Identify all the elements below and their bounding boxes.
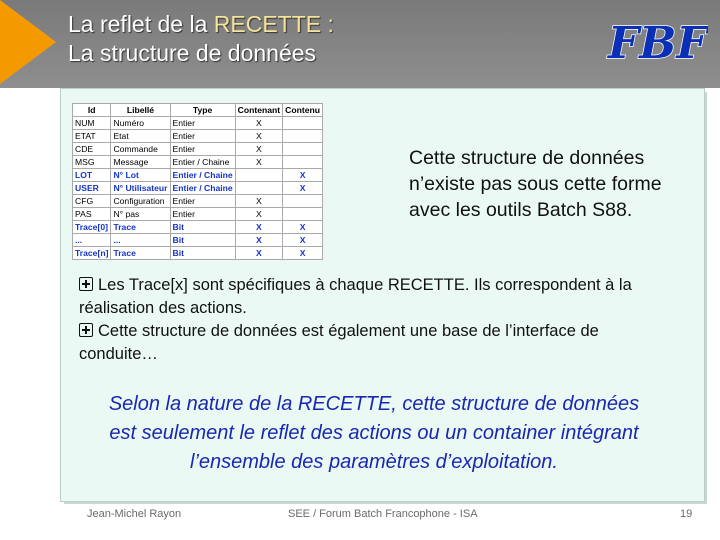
title-prefix: La reflet de la [68, 11, 214, 37]
cell-type: Entier / Chaine [170, 182, 235, 195]
table-row [73, 130, 323, 143]
column-header-type: Type [170, 104, 235, 117]
cell-contenant: X [235, 221, 283, 234]
plus-box-icon [79, 323, 93, 337]
table-row [73, 234, 323, 247]
cell-contenant: X [235, 234, 283, 247]
table-row [73, 169, 323, 182]
cell-contenant: X [235, 195, 283, 208]
title-line-2: La structure de données [68, 40, 317, 66]
cell-label: Commande [111, 143, 170, 156]
footer-author: Jean-Michel Rayon [87, 508, 182, 520]
cell-type: Bit [170, 221, 235, 234]
cell-id: Trace[0] [73, 221, 111, 234]
cell-id: USER [73, 182, 111, 195]
cell-contenant: X [235, 247, 283, 260]
bullet-list [79, 274, 679, 366]
bullet-text: Cette structure de données est également une base de l’interface de conduite… [79, 322, 599, 363]
plus-box-icon [79, 277, 93, 291]
table-header-row [73, 104, 323, 117]
cell-id: ... [73, 234, 111, 247]
cell-id: CDE [73, 143, 111, 156]
table-row [73, 247, 323, 260]
cell-contenu: X [283, 182, 323, 195]
title-highlight: RECETTE : [213, 11, 334, 37]
cell-contenant: X [235, 143, 283, 156]
conclusion-text: Selon la nature de la RECETTE, cette structure de données est seulement le reflet des actions ou un container intégrant l’ensemble des paramètres d’exploitation. [108, 393, 640, 473]
cell-type: Entier / Chaine [170, 169, 235, 182]
cell-label: N° Lot [111, 169, 170, 182]
cell-contenu [283, 130, 323, 143]
cell-id: MSG [73, 156, 111, 169]
column-header-contenant: Contenant [235, 104, 283, 117]
orange-arrow-shape [0, 0, 56, 84]
cell-label: Message [111, 156, 170, 169]
cell-id: LOT [73, 169, 111, 182]
cell-contenant [235, 182, 283, 195]
logo-text: FBF [608, 18, 708, 69]
footer-event: SEE / Forum Batch Francophone - ISA [288, 508, 478, 520]
cell-contenu: X [283, 221, 323, 234]
cell-label: Trace [111, 221, 170, 234]
cell-label: ... [111, 234, 170, 247]
table-row [73, 195, 323, 208]
cell-label: Configuration [111, 195, 170, 208]
bullet-item [79, 274, 679, 320]
fbf-logo [604, 10, 708, 74]
cell-label: Numéro [111, 117, 170, 130]
table-row [73, 143, 323, 156]
cell-type: Entier [170, 117, 235, 130]
column-header-label: Libellé [111, 104, 170, 117]
cell-contenu [283, 143, 323, 156]
cell-contenu: X [283, 247, 323, 260]
cell-contenant [235, 169, 283, 182]
cell-id: NUM [73, 117, 111, 130]
side-note: Cette structure de données n’existe pas sous cette forme avec les outils Batch S88. [409, 147, 662, 221]
cell-contenant: X [235, 156, 283, 169]
table-row [73, 221, 323, 234]
table-row [73, 208, 323, 221]
cell-id: ETAT [73, 130, 111, 143]
cell-contenant: X [235, 117, 283, 130]
table-row [73, 156, 323, 169]
cell-contenant: X [235, 130, 283, 143]
table-row [73, 182, 323, 195]
cell-contenu [283, 208, 323, 221]
column-header-contenu: Contenu [283, 104, 323, 117]
cell-type: Entier / Chaine [170, 156, 235, 169]
cell-type: Entier [170, 195, 235, 208]
cell-id: PAS [73, 208, 111, 221]
data-structure-table [72, 103, 323, 260]
footer-page-number: 19 [680, 508, 693, 520]
cell-contenu [283, 156, 323, 169]
cell-contenu [283, 117, 323, 130]
cell-type: Entier [170, 130, 235, 143]
cell-type: Bit [170, 234, 235, 247]
cell-label: N° Utilisateur [111, 182, 170, 195]
table-row [73, 117, 323, 130]
cell-contenu [283, 195, 323, 208]
cell-contenu: X [283, 234, 323, 247]
table-body [73, 117, 323, 260]
cell-type: Bit [170, 247, 235, 260]
cell-contenant: X [235, 208, 283, 221]
cell-label: Etat [111, 130, 170, 143]
cell-contenu: X [283, 169, 323, 182]
cell-type: Entier [170, 143, 235, 156]
bullet-item [79, 320, 679, 366]
cell-id: CFG [73, 195, 111, 208]
cell-label: N° pas [111, 208, 170, 221]
title-line-1 [68, 10, 568, 39]
slide-title [68, 10, 568, 68]
bullet-text: Les Trace[x] sont spécifiques à chaque RECETTE. Ils correspondent à la réalisation des actions. [79, 276, 632, 317]
cell-label: Trace [111, 247, 170, 260]
cell-type: Entier [170, 208, 235, 221]
column-header-id: Id [73, 104, 111, 117]
cell-id: Trace[n] [73, 247, 111, 260]
